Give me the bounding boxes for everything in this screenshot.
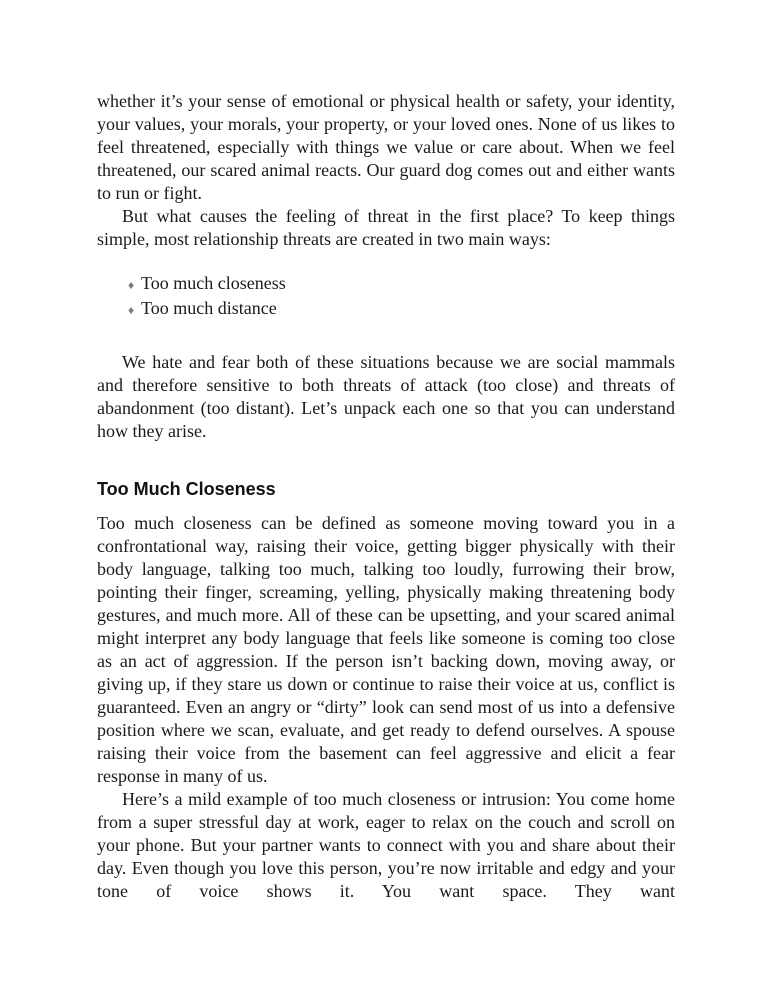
- list-item-label: Too much distance: [141, 298, 277, 318]
- list-item: [128, 297, 675, 322]
- diamond-bullet-icon: ♦: [128, 278, 135, 292]
- paragraph-closeness-example: Here’s a mild example of too much closeness or intrusion: You come home from a super stressful day at work, eager to relax on the couch and scroll on your phone. But your partner wants to connect with you and share about their day. Even though you love this person, you’re now irritable and edgy and your tone of voice shows it. You want space. They want: [97, 789, 675, 901]
- paragraph-threat-causes: But what causes the feeling of threat in the first place? To keep things simple, most relationship threats are created in two main ways:: [97, 206, 675, 249]
- section-heading: Too Much Closeness: [97, 479, 276, 499]
- book-page: [97, 90, 675, 903]
- paragraph-social-mammals: We hate and fear both of these situations because we are social mammals and therefore sensitive to both threats of attack (too close) and threats of abandonment (too distant). Let’s unpack each one so that you can understand how they arise.: [97, 352, 675, 441]
- paragraph-threat-intro: whether it’s your sense of emotional or physical health or safety, your identity, your values, your morals, your property, or your loved ones. None of us likes to feel threatened, especially with things we value or care about. When we feel threatened, our scared animal reacts. Our guard dog comes out and either wants to run or fight.: [97, 91, 675, 203]
- threat-types-list: [97, 272, 675, 322]
- list-item-label: Too much closeness: [141, 273, 286, 293]
- list-item: [128, 272, 675, 297]
- paragraph-closeness-definition: Too much closeness can be defined as someone moving toward you in a confrontational way, raising their voice, getting bigger physically with their body language, talking too much, talking too loudly, furrowing their brow, pointing their finger, screaming, yelling, physically making threatening body gestures, and much more. All of these can be upsetting, and your scared animal might interpret any body language that feels like someone is coming too close as an act of aggression. If the person isn’t backing down, moving away, or giving up, if they stare us down or continue to raise their voice at us, conflict is guaranteed. Even an angry or “dirty” look can send most of us into a defensive position where we scan, evaluate, and get ready to defend ourselves. A spouse raising their voice from the basement can feel aggressive and elicit a fear response in many of us.: [97, 513, 675, 786]
- diamond-bullet-icon: ♦: [128, 303, 135, 317]
